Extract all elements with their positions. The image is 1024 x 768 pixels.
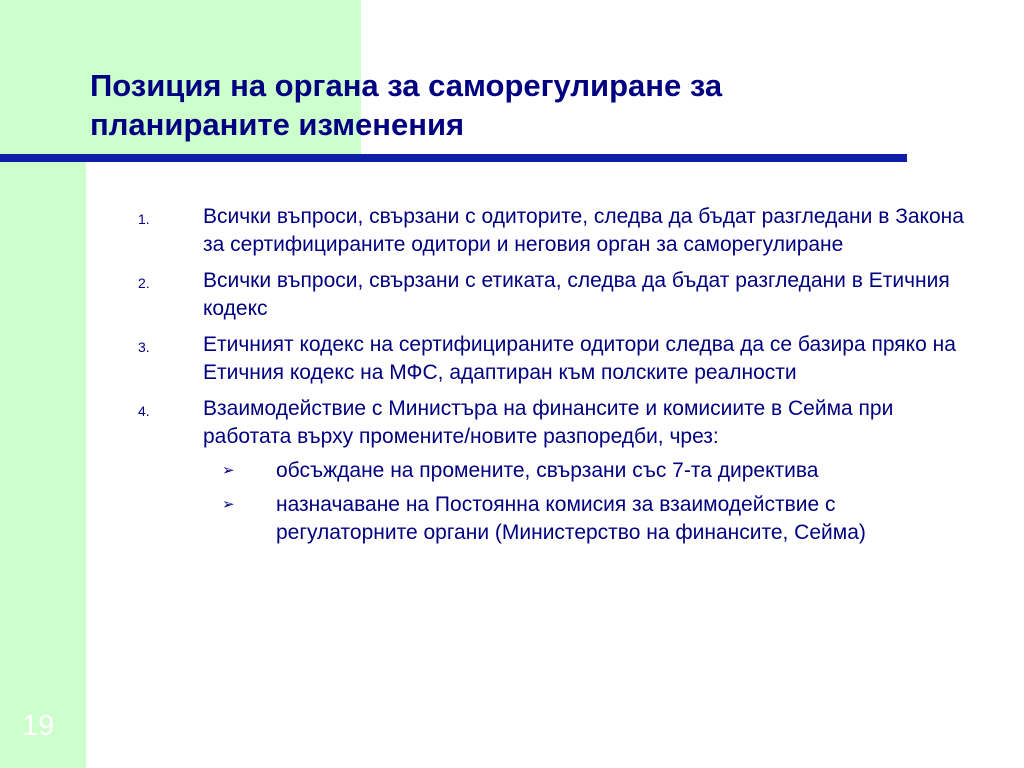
list-item	[0, 395, 1024, 451]
sub-list-item-text: назначаване на Постоянна комисия за взаимодействие с регулаторните органи (Министерство на финансите, Сейма)	[276, 493, 866, 544]
list-item	[0, 267, 1024, 323]
sub-list-item	[0, 457, 1024, 485]
list-item-number: 3.	[138, 339, 150, 355]
title-divider	[0, 154, 907, 162]
page-number: 19	[22, 710, 55, 742]
list-item-text: Всички въпроси, свързани с одиторите, следва да бъдат разгледани в Закона за сертифицираните одитори и неговия орган за саморегулиране	[203, 205, 964, 256]
list-item-text: Взаимодействие с Министъра на финансите и комисиите в Сейма при работата върху промените/новите разпоредби, чрез:	[203, 397, 894, 448]
title-line-2: планираните изменения	[90, 107, 465, 142]
list-item-number: 1.	[138, 211, 150, 227]
slide-title	[90, 66, 890, 144]
sub-list-item-text: обсъждане на промените, свързани със 7-та директива	[276, 459, 819, 482]
arrow-bullet-icon: ➢	[222, 496, 235, 513]
sub-list-item	[0, 491, 1024, 547]
title-line-1: Позиция на органа за саморегулиране за	[90, 68, 723, 103]
arrow-bullet-icon: ➢	[222, 462, 235, 479]
list-item-text: Етичният кодекс на сертифицираните одитори следва да се базира пряко на Етичния кодекс на МФС, адаптиран към полските реалности	[203, 333, 956, 384]
list-item-number: 2.	[138, 275, 150, 291]
list-item	[0, 203, 1024, 259]
list-item-number: 4.	[138, 403, 150, 419]
list-item	[0, 331, 1024, 387]
list-item-text: Всички въпроси, свързани с етиката, следва да бъдат разгледани в Етичния кодекс	[203, 269, 950, 320]
slide-body	[0, 203, 1024, 553]
